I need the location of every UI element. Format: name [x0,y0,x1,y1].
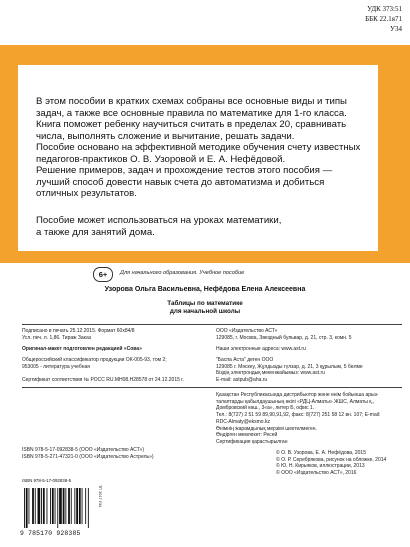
barcode-bar [43,488,45,524]
barcode-bar [71,488,72,524]
print-info [22,328,135,341]
book-title-line: для начальной школы [169,308,241,315]
intro-line: Пособие основано на эффективной методике обучения счету известных [36,142,361,153]
barcode-bar [50,488,51,524]
print-info-line: Усл. печ. л. 1,86. Тираж Заказ [22,334,91,341]
intro-line: педагогов-практиков О. В. Узоровой и Е. А. Нефёдовой. [36,153,286,165]
intro-line: Решение примеров, задач и прохождение тестов этого пособия — [36,165,333,176]
publisher-line: 129085, г. Москва, Звездный бульвар, д. 21, стр. 3, комн. 5 [216,334,352,341]
kazakh-publisher-line: E-mail: astpub@aha.ru [216,377,268,384]
barcode-bars [20,478,100,528]
divider [22,387,402,388]
series-label: Для начального образования. Учебное пособие [120,270,245,276]
barcode-bar [88,488,89,528]
barcode-bar [32,488,34,524]
barcode-bar [68,488,70,524]
certificate: Сертификат соответствия № РОСС RU.МН08.Н28578 от 24.12.2015 г. [22,377,184,383]
classifier [22,357,167,370]
barcode-bar [26,488,28,528]
kazakh-publisher-line: "Баспа Аста" деген ООО [216,357,274,363]
barcode-bar [74,488,75,524]
print-info-line: Подписано в печать 25.12.2015. Формат 60x84/8 [22,328,135,334]
copyright-block [276,450,386,477]
isbn-block [22,447,154,460]
divider [22,324,402,325]
barcode-bar [59,488,62,524]
barcode-bar [55,488,56,524]
book-title-line: Таблицы по математике [167,300,243,307]
distributor-line: Өнімнің жарамдылық мерзімі шектелмеген. [216,425,317,432]
isbn-line: ISBN 978-5-17-092838-5 (ООО «Издательство АСТ») [22,447,145,453]
book-title [150,300,260,316]
intro-line: числа, выполнять сложение и вычитание, решать задачи. [36,130,295,142]
kazakh-distributor [216,392,380,446]
distributor-line: RDC-Almaty@eksmo.kz [216,418,270,425]
publisher [216,328,352,341]
barcode-isbn-label: ISBN 978-5-17-092838-5 [22,478,72,483]
intro-text [36,96,368,200]
copyright-line: © Ю. Н. Кирьяков, иллюстрации, 2013 [276,463,365,470]
intro-line: Книга поможет ребенку научиться считать в пределах 20, сравнивать [36,119,347,130]
isbn-line: ISBN 978-5-271-47321-0 (ООО «Издательство Астрель») [22,453,154,460]
distributor-line: Сертификация қарастырылған [216,438,288,445]
usage-line: Пособие может использоваться на уроках математики, [36,215,282,226]
kazakh-publisher [216,357,363,384]
barcode-bar [47,488,48,524]
distributor-line: Тел.: 8(727) 2 51 59 89,90,91,92, факс: 8(727) 251 58 12 вн. 107; E-mail: [216,412,381,419]
barcode-bar [29,488,30,524]
barcode-bar [41,488,42,524]
copyright-line: © ООО «Издательство АСТ», 2016 [276,470,357,477]
barcode-bar [65,488,66,524]
classifier-line: 953005 - литература учебная [22,363,90,370]
barcode-bar [52,488,54,524]
barcode-digits: 9 785170 928385 [20,530,81,537]
intro-line: лучший способ довести навык счета до автоматизма и добиться [36,176,325,188]
udk-code: УДК 373:51 [367,5,402,13]
kazakh-publisher-line: Біздің электрондық мекенжайымыз: www.ast.ru [216,370,325,377]
udk-block [365,4,402,34]
web-addresses: Наши электронные адреса: www.ast.ru [216,346,306,352]
authors: Узорова Ольга Васильевна, Нефёдова Елена Алексеевна [104,286,306,293]
barcode-bar [76,488,78,524]
distributor-line: талаптарды қабылдаушының өкілі «РДЦ-Алматы» ЖШС, Алматы қ., [216,398,375,405]
distributor-line: Домбровский көш., 3«а», литер Б, офис 1. [216,405,315,412]
usage-text [36,215,336,238]
intro-line: В этом пособии в кратких схемах собраны все основные виды и типы [36,96,347,107]
barcode-side-code: ТП 2017 У34 [98,485,102,508]
barcode-bar [79,488,81,524]
age-rating-badge: 6+ [93,267,113,282]
intro-line: задач, а также все основные правила по математике для 1-го класса. [36,107,347,119]
classifier-line: Общероссийский классификатор продукции ОК-005-93, том 2; [22,357,167,363]
barcode-bar [85,488,86,524]
barcode-bar [35,488,36,524]
distributor-line: Қазақстан Республикасында дистрибьютор және өнім бойынша арыз- [216,392,379,398]
barcode-bar [24,488,25,528]
barcode-bar [63,488,65,524]
distributor-line: Өндірген мемлекет: Ресей [216,432,278,439]
usage-line: а также для занятий дома. [36,226,155,238]
bbk-code: ББК 22.1я71 [365,15,402,23]
author-mark: У34 [390,25,402,33]
publisher-line: ООО «Издательство АСТ» [216,328,278,334]
copyright-line: © О. В. Узорова, Е. А. Нефёдова, 2015 [276,450,366,456]
layout-credit: Оригинал-макет подготовлен редакцией «Сова» [22,346,142,352]
copyright-line: © О. Р. Серебрякова, рисунок на обложке, 2014 [276,456,387,463]
intro-line: отличных результатов. [36,188,137,199]
barcode-bar [57,488,58,528]
barcode-bar [82,488,83,524]
barcode-bar [38,488,41,524]
kazakh-publisher-line: 129085 г. Мәскеу, Жұлдызды гүлзар, д. 21, 3 құрылым, 5 бөлме [216,363,363,370]
